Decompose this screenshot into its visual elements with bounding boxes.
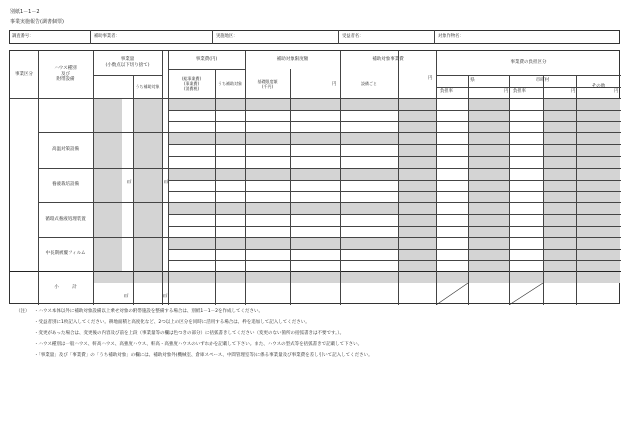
row-label: 循環式養液処理装置 [45, 216, 86, 222]
notes-label: （注） [16, 309, 30, 314]
header-per-facility: 設備ごと [361, 81, 377, 86]
header-cost-total: (総事業費) (事業費) (消費税) [181, 76, 202, 91]
header-volume-sub: うち補助対象 [135, 84, 160, 89]
header-house-type: ハウス種別 及び 附帯設備 [54, 66, 77, 83]
header-cost: 事業費(円) [195, 57, 218, 63]
survey-no-label: 調査番号： [12, 34, 34, 39]
header-cost-sub: うち補助対象 [218, 81, 242, 86]
diagonal-slash [436, 283, 468, 305]
header-volume: 事業量 (小数点以下切り捨て) [105, 57, 150, 68]
note-item: ・ハウス本体以外に補助対象設備以上乗せ対象の附帯施設を整備する場合は、別紙1－1－2を作成してください。 [34, 309, 263, 314]
header-yen-3: 円 [504, 89, 509, 94]
row-label: 養液栽培設備 [52, 182, 79, 188]
header-yen-4: 円 [571, 89, 576, 94]
note-item: ・ハウス種別は一般ハウス、軒高ハウス、高強度ハウス、軒高・高強度ハウスのいずれかを記載して下さい。また、ハウスの型式等を括弧書きで記載して下さい。 [34, 342, 363, 347]
header-burden: 事業費の負担区分 [510, 60, 547, 66]
business-entity-label: 補助事業者： [94, 34, 120, 39]
unit-m2: ㎡ [164, 180, 169, 185]
header-yen-1: 円 [332, 82, 337, 87]
crop-label: 対象作物名： [438, 34, 464, 39]
header-rate-2: 負担率 [513, 89, 526, 94]
document-title: 事業実施報告(調書個票) [10, 19, 64, 25]
row-label: 高温対策設備 [52, 147, 79, 153]
note-item: ・変更があった場合は、変更後の内容及び前を上段（事業量等の欄は色つきの部分）に括弧書きしてください（変更のない箇所の括弧書きは不要です。）。 [34, 331, 345, 336]
header-burden-national: 県 [470, 78, 475, 84]
note-item: ・受益者別に1枚記入してください。耕地面積と高度化など、2つ以上の区分を同時に活用する場合は、枠を追加して記入してください。 [34, 320, 310, 325]
header-subsidy-cost: 補助対象事業費 [372, 57, 404, 63]
header-subsidy-base: 補助対象限度額 [276, 57, 309, 63]
area-label: 実施地区： [216, 34, 238, 39]
header-burden-other: その他 [591, 84, 606, 90]
subtotal-label: 小 計 [54, 285, 77, 291]
header-subsidy-limit: 基礎限度額 (千円) [257, 78, 278, 89]
form-id: 別紙1－1－2 [10, 9, 40, 15]
header-burden-city: 市町村 [535, 78, 550, 84]
header-rate-1: 負担率 [440, 89, 453, 94]
main-table [9, 50, 620, 304]
header-yen-2: 円 [428, 76, 433, 81]
row-label: 中長期被覆フィルム [45, 251, 86, 257]
unit-m2: ㎡ [124, 294, 129, 299]
row-label [38, 98, 93, 132]
beneficiary-label: 受益者名： [342, 34, 364, 39]
header-kubun: 事業区分 [15, 71, 33, 77]
diagonal-slash [509, 283, 543, 305]
unit-m2: ㎡ [163, 294, 168, 299]
unit-m2: ㎡ [127, 180, 132, 185]
note-item: ・「事業量」及び「事業費」の「うち補助対象」の欄には、補助対象外(機械室、倉庫スペース、中間管理室等)に係る事業量及び事業費を差し引いて記入してください。 [34, 353, 373, 358]
header-yen-5: 円 [614, 89, 619, 94]
